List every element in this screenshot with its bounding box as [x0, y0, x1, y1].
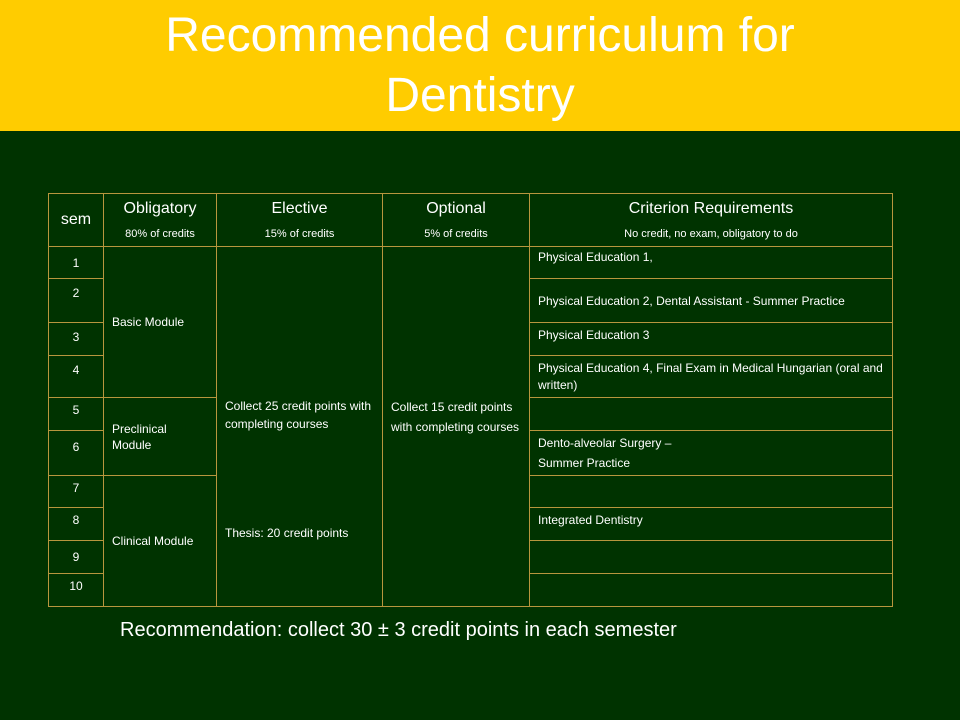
sem-number: 6 [49, 431, 104, 476]
optional-cell [383, 247, 530, 607]
sem-number: 3 [49, 323, 104, 356]
requirement-cell [530, 476, 893, 508]
elective-collect: Collect 25 credit points with completing courses [225, 399, 372, 431]
sem-number: 2 [49, 279, 104, 323]
header-criterion-label: Criterion Requirements [628, 200, 794, 217]
requirement-cell [530, 541, 893, 574]
module-preclinical [104, 398, 217, 476]
header-elective [217, 194, 383, 247]
requirement-cell: Physical Education 4, Final Exam in Medical Hungarian (oral and written) [530, 356, 893, 398]
module-basic [104, 247, 217, 398]
header-elective-label: Elective [271, 200, 328, 217]
header-sem [49, 194, 104, 247]
elective-thesis: Thesis: 20 credit points [225, 526, 349, 540]
requirement-cell: Dento-alveolar Surgery – Summer Practice [530, 431, 893, 476]
optional-line2: with completing courses [391, 420, 520, 434]
sem-number: 7 [49, 476, 104, 508]
sem-number: 8 [49, 508, 104, 541]
header-obligatory-label: Obligatory [123, 200, 197, 217]
header-sem-label: sem [60, 211, 92, 228]
sem-number: 9 [49, 541, 104, 574]
requirement-cell [530, 574, 893, 607]
header-optional-label: Optional [426, 200, 486, 217]
table-row [49, 247, 893, 279]
slide-title: Recommended curriculum for Dentistry [165, 9, 795, 122]
header-criterion [530, 194, 893, 247]
optional-line1: Collect 15 credit points [391, 400, 513, 414]
module-preclinical-label: Preclinical Module [112, 421, 167, 452]
requirement-cell [530, 398, 893, 431]
header-optional [383, 194, 530, 247]
sem-number: 10 [49, 574, 104, 607]
header-criterion-sub: No credit, no exam, obligatory to do [624, 228, 798, 240]
module-basic-label: Basic Module [112, 315, 185, 329]
header-elective-sub: 15% of credits [264, 228, 335, 240]
curriculum-table [48, 193, 893, 607]
sem-number: 4 [49, 356, 104, 398]
elective-cell [217, 247, 383, 607]
sem-number: 5 [49, 398, 104, 431]
recommendation-text: Recommendation: collect 30 ± 3 credit points in each semester [120, 619, 677, 641]
table-header-row [49, 194, 893, 247]
requirement-cell: Physical Education 1, [530, 247, 893, 279]
header-obligatory [104, 194, 217, 247]
sem-number: 1 [49, 247, 104, 279]
header-obligatory-sub: 80% of credits [125, 228, 195, 240]
requirement-cell: Integrated Dentistry [530, 508, 893, 541]
requirement-cell: Physical Education 2, Dental Assistant - Summer Practice [530, 279, 893, 323]
module-clinical [104, 476, 217, 607]
requirement-cell: Physical Education 3 [530, 323, 893, 356]
module-clinical-label: Clinical Module [112, 534, 194, 548]
header-optional-sub: 5% of credits [424, 228, 488, 240]
